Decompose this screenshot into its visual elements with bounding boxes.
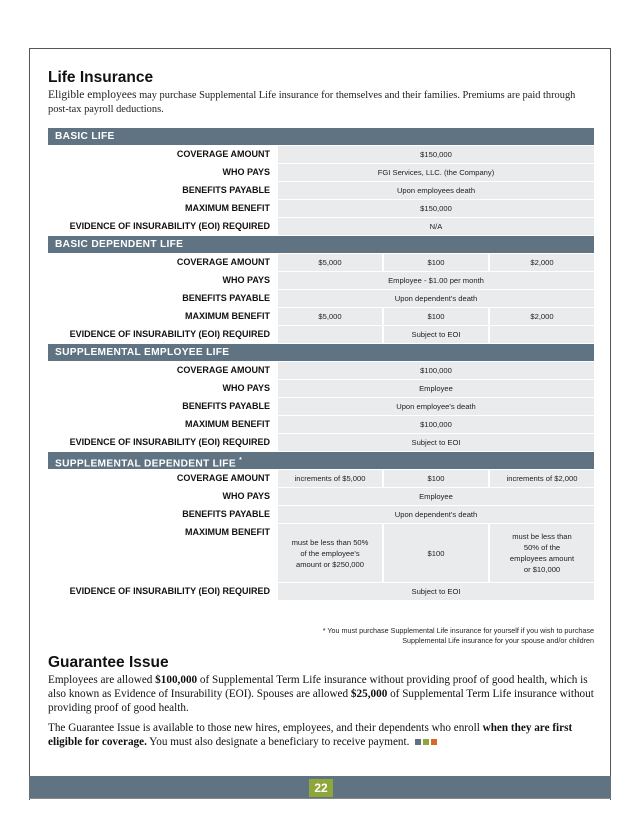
intro-text (48, 88, 593, 117)
text: The Guarantee Issue is available to those new hires, employees, and their dependents who enroll (48, 722, 483, 734)
table-cell (278, 524, 382, 582)
table-cell: FGI Services, LLC. (the Company) (278, 164, 594, 181)
table-cell: $100,000 (278, 416, 594, 433)
table-cell: Employee (278, 488, 594, 505)
row-label: MAXIMUM BENEFIT (185, 419, 270, 429)
table-row (48, 362, 594, 379)
table-row (48, 218, 594, 235)
cell-text: must be less than 50% of the employee's amount or $250,000 (291, 537, 369, 569)
table-cell: Employee - $1.00 per month (278, 272, 594, 289)
table-cell: $100 (384, 308, 488, 325)
guarantee-paragraph-1 (48, 673, 600, 715)
row-label: EVIDENCE OF INSURABILITY (EOI) REQUIRED (69, 329, 270, 339)
table-cell: $100 (384, 254, 488, 271)
table-row (48, 488, 594, 505)
table-row (48, 272, 594, 289)
cell-text: must be less than 50% of the employees amount or $10,000 (509, 532, 575, 574)
square-icon (423, 739, 429, 745)
table-row (48, 290, 594, 307)
table-row (48, 398, 594, 415)
footnote-marker: * (239, 457, 243, 464)
amount-employee: $100,000 (155, 674, 198, 686)
square-icon (415, 739, 421, 745)
emphasis: when they are first eligible for coverage. (48, 722, 573, 748)
table-cell: N/A (278, 218, 594, 235)
table-cell: Subject to EOI (278, 583, 594, 600)
row-label: MAXIMUM BENEFIT (185, 203, 270, 213)
intro-lead: Eligible employees (48, 89, 137, 101)
row-label: WHO PAYS (222, 167, 270, 177)
row-label: COVERAGE AMOUNT (176, 149, 270, 159)
row-label: BENEFITS PAYABLE (182, 185, 270, 195)
square-icon (431, 739, 437, 745)
section-header-supplemental-dependent-life (48, 452, 594, 469)
amount-spouse: $25,000 (350, 688, 388, 700)
benefits-table (48, 128, 594, 601)
row-label: BENEFITS PAYABLE (182, 293, 270, 303)
section-header-basic-life: BASIC LIFE (48, 128, 594, 145)
row-label: MAXIMUM BENEFIT (185, 311, 270, 321)
table-cell (278, 326, 382, 343)
table-cell: Upon dependent's death (278, 290, 594, 307)
row-label: MAXIMUM BENEFIT (185, 527, 270, 537)
row-label: EVIDENCE OF INSURABILITY (EOI) REQUIRED (69, 437, 270, 447)
text: of Supplemental Term Life insurance without providing proof of good health, which is also known as Evidence of Insurability (EOI). Spouses are allowed (48, 674, 588, 700)
table-row (48, 146, 594, 163)
table-row (48, 308, 594, 325)
table-row (48, 380, 594, 397)
row-label: WHO PAYS (222, 491, 270, 501)
row-label: WHO PAYS (222, 383, 270, 393)
table-cell: $100 (384, 524, 488, 582)
text: Employees are allowed (48, 674, 156, 686)
table-row (48, 182, 594, 199)
table-row (48, 470, 594, 487)
table-row (48, 524, 594, 582)
table-cell: Upon employees death (278, 182, 594, 199)
decorative-squares (415, 739, 437, 745)
table-cell: increments of $5,000 (278, 470, 382, 487)
table-cell: Employee (278, 380, 594, 397)
table-row (48, 326, 594, 343)
table-row (48, 254, 594, 271)
row-label: EVIDENCE OF INSURABILITY (EOI) REQUIRED (69, 221, 270, 231)
row-label: COVERAGE AMOUNT (176, 473, 270, 483)
table-cell: $5,000 (278, 308, 382, 325)
table-cell (490, 524, 594, 582)
section-header-label: SUPPLEMENTAL DEPENDENT LIFE (55, 458, 236, 470)
footer-line (29, 798, 611, 799)
row-label: COVERAGE AMOUNT (176, 365, 270, 375)
row-label: BENEFITS PAYABLE (182, 509, 270, 519)
text: You must also designate a beneficiary to receive payment. (146, 736, 410, 748)
guarantee-title: Guarantee Issue (48, 654, 169, 671)
table-cell: $100 (384, 470, 488, 487)
table-row (48, 583, 594, 600)
row-label: EVIDENCE OF INSURABILITY (EOI) REQUIRED (69, 586, 270, 596)
table-row (48, 416, 594, 433)
table-row (48, 200, 594, 217)
table-cell: increments of $2,000 (490, 470, 594, 487)
table-cell: Upon dependent's death (278, 506, 594, 523)
text: of Supplemental Term Life insurance without providing proof of good health. (48, 688, 594, 714)
table-cell: Subject to EOI (384, 326, 488, 343)
table-cell (490, 326, 594, 343)
table-cell: $100,000 (278, 362, 594, 379)
table-row (48, 506, 594, 523)
table-cell: $150,000 (278, 146, 594, 163)
section-header-basic-dependent-life: BASIC DEPENDENT LIFE (48, 236, 594, 253)
table-cell: $150,000 (278, 200, 594, 217)
row-label: BENEFITS PAYABLE (182, 401, 270, 411)
section-header-supplemental-employee-life: SUPPLEMENTAL EMPLOYEE LIFE (48, 344, 594, 361)
row-label: COVERAGE AMOUNT (176, 257, 270, 267)
page-title: Life Insurance (48, 69, 154, 86)
intro-rest: may purchase Supplemental Life insurance for themselves and their families. Premiums are paid through post-tax payroll deductions. (48, 90, 576, 115)
table-row (48, 434, 594, 451)
table-row (48, 164, 594, 181)
table-cell: $5,000 (278, 254, 382, 271)
row-label: WHO PAYS (222, 275, 270, 285)
table-cell: Subject to EOI (278, 434, 594, 451)
table-cell: $2,000 (490, 308, 594, 325)
guarantee-paragraph-2 (48, 721, 600, 749)
footnote: * You must purchase Supplemental Life insurance for yourself if you wish to purchase Supplemental Life insurance for your spouse and/or children (322, 626, 594, 645)
page-number: 22 (309, 779, 333, 797)
table-cell: Upon employee's death (278, 398, 594, 415)
table-cell: $2,000 (490, 254, 594, 271)
